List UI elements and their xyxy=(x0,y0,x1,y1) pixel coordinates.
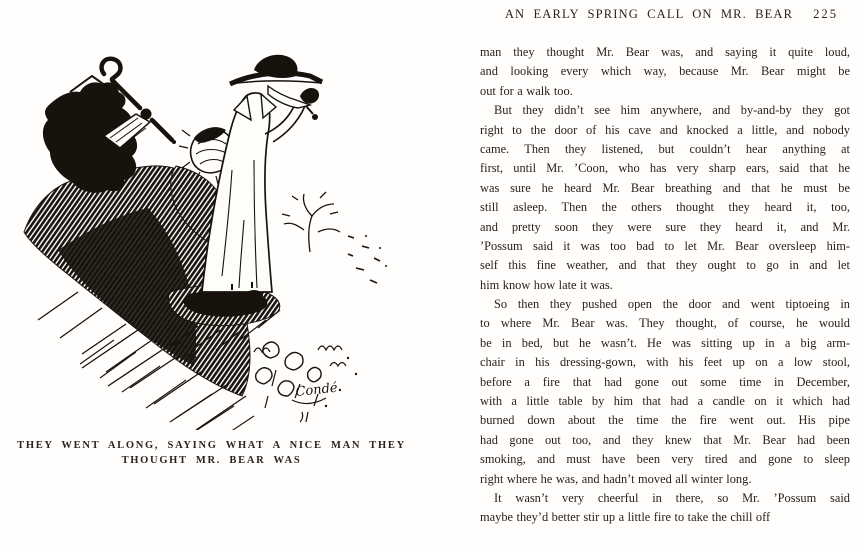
chapter-title: AN EARLY SPRING CALL ON MR. BEAR xyxy=(504,7,794,21)
text-line: out for a walk too. xyxy=(480,83,573,98)
text-line: first, until Mr. ’Coon, who has very sharp ears, said that he xyxy=(480,161,850,176)
text-line: came. Then they listened, but couldn’t hear anything at xyxy=(480,141,850,156)
text-line: maybe they’d better stir up a little fire to take the chill off xyxy=(480,510,771,525)
text-line: still asleep. Then the others thought they heard it, too, xyxy=(480,200,850,215)
text-line: before a fire that had gone out some time in December, xyxy=(480,374,850,389)
text-line: self this fine weather, and that they ought to go in and let xyxy=(480,258,850,273)
text-line: But they didn’t see him anywhere, and by-and-by they got xyxy=(494,103,850,118)
artist-signature: Condé xyxy=(294,380,339,400)
text-line: with a little table by him that had a candle on it which had xyxy=(480,394,850,409)
text-line: It wasn’t very cheerful in there, so Mr. ’Possum said xyxy=(494,490,850,505)
text-line: had gone out too, and they knew that Mr. Bear had been xyxy=(480,432,850,447)
text-line: was sure he heard Mr. Bear breathing and that he must be xyxy=(480,180,850,195)
text-line: ’Possum said it was too bad to let Mr. Bear oversleep him- xyxy=(480,238,850,253)
running-head xyxy=(480,7,850,25)
body-text xyxy=(480,43,850,528)
text-line: be in bed, but he wasn’t. He was sitting up in a big arm- xyxy=(480,335,850,350)
page-number: 225 xyxy=(813,7,838,21)
text-line: chair in his dressing-gown, with his feet up on a low stool, xyxy=(480,355,850,370)
text-line: him know how late it was. xyxy=(480,277,613,292)
text-line: burned down about the time the fire went out. His pipe xyxy=(480,413,850,428)
text-line: right to the door of his cave and knocked a little, and nobody xyxy=(480,122,850,137)
text-line: right where he was, and hadn’t moved all winter long. xyxy=(480,471,752,486)
text-line: smoking, and must have been very tired and gone to sleep xyxy=(480,452,850,467)
text-line: and looking every which way, because Mr. Bear might be xyxy=(480,64,850,79)
caption-line-1: THEY WENT ALONG, SAYING WHAT A NICE MAN THEY xyxy=(17,440,406,451)
text-line: So then they pushed open the door and went tiptoeing in xyxy=(494,297,850,312)
text-line: man they thought Mr. Bear was, and saying it quite loud, xyxy=(480,45,850,59)
text-line: and pretty soon they were sure they heard it, and Mr. xyxy=(480,219,850,234)
text-line: to where Mr. Bear was. They thought, of course, he would xyxy=(480,316,850,331)
caption-line-2: THOUGHT MR. BEAR WAS xyxy=(121,455,302,466)
